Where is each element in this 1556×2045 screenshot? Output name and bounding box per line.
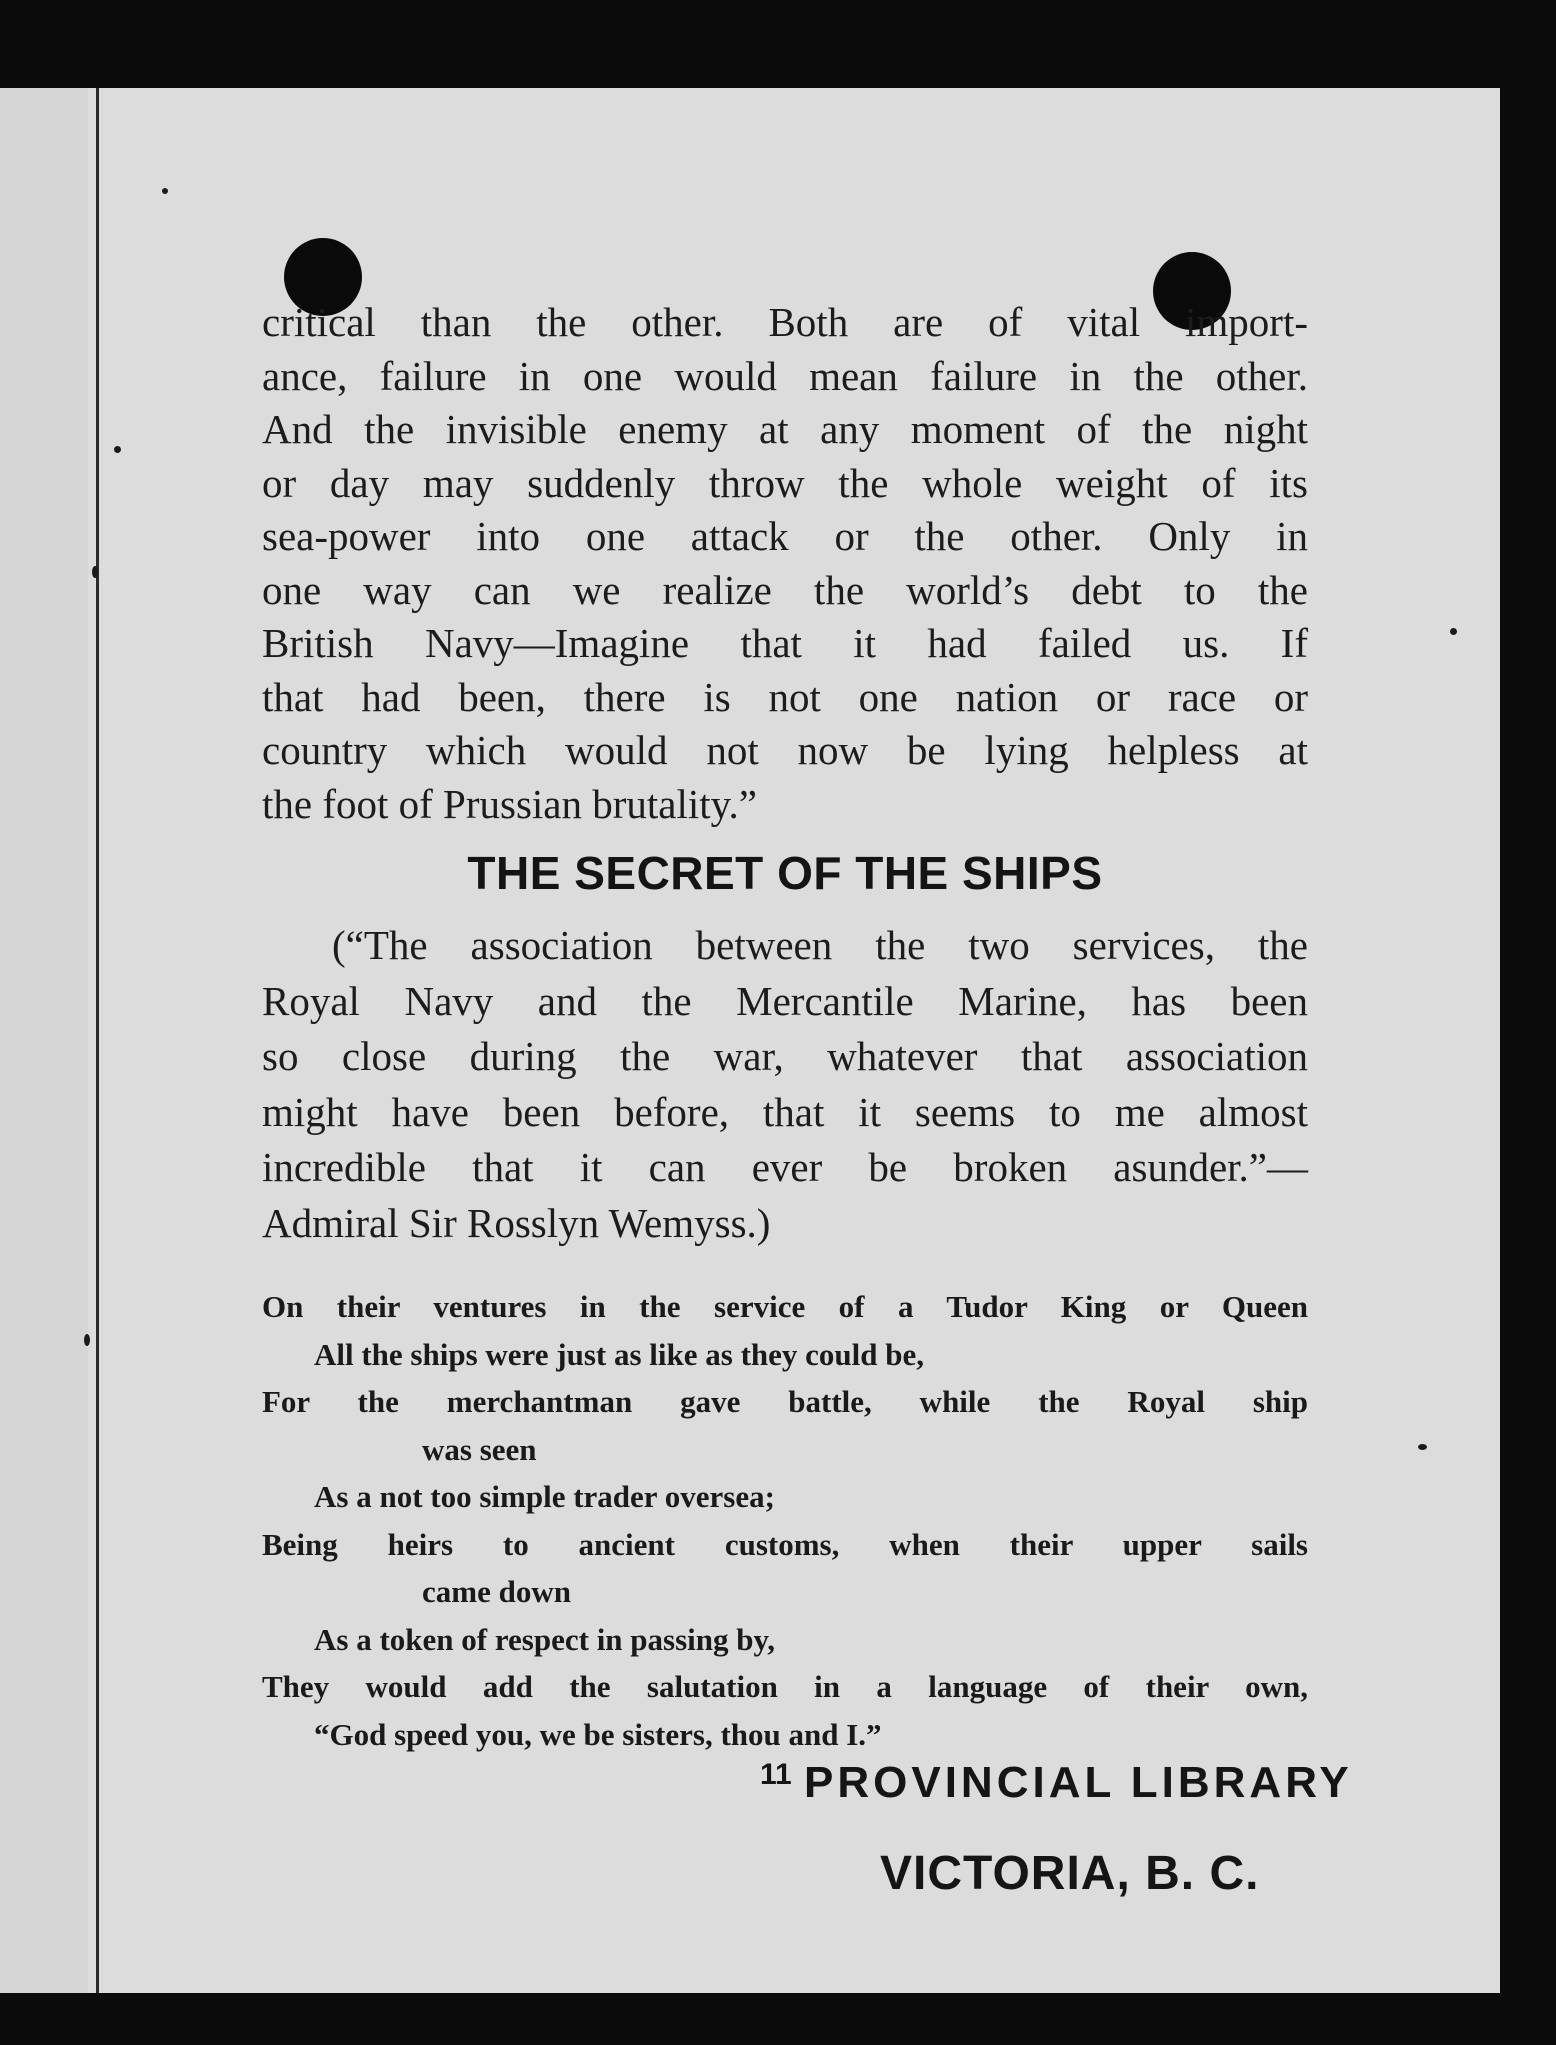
poem-line: They would add the salutation in a language of their own,: [262, 1669, 1308, 1704]
quote-paragraph: [262, 918, 1308, 1251]
text-line: or day may suddenly throw the whole weight of its: [262, 459, 1308, 506]
library-stamp-line2: VICTORIA, B. C.: [880, 1847, 1260, 1900]
ink-speck: [1418, 1444, 1427, 1450]
poem-line: All the ships were just as like as they could be,: [314, 1336, 924, 1372]
text-line: country which would not now be lying helpless at: [262, 727, 1308, 773]
text-line: might have been before, that it seems to me almost: [262, 1088, 1308, 1135]
text-line: incredible that it can ever be broken asunder.”—: [262, 1144, 1308, 1190]
ink-speck: [114, 446, 121, 453]
left-margin: [0, 88, 100, 1993]
poem: [262, 1283, 1308, 1758]
text-line: British Navy—Imagine that it had failed us. If: [262, 620, 1308, 666]
poem-line: On their ventures in the service of a Tudor King or Queen: [262, 1289, 1308, 1324]
page-number: 11: [760, 1758, 792, 1791]
poem-line: came down: [422, 1574, 571, 1609]
text-line: that had been, there is not one nation or race or: [262, 673, 1308, 720]
ink-speck: [162, 188, 168, 194]
poem-line: “God speed you, we be sisters, thou and I.”: [314, 1716, 882, 1752]
poem-line: was seen: [422, 1431, 537, 1467]
text-line: (“The association between the two services, the: [332, 922, 1308, 968]
text-line: Admiral Sir Rosslyn Wemyss.): [262, 1199, 771, 1246]
poem-line: As a not too simple trader oversea;: [314, 1479, 775, 1514]
poem-line: As a token of respect in passing by,: [314, 1621, 776, 1657]
fold-line: [96, 88, 99, 1993]
text-line: ance, failure in one would mean failure in the other.: [262, 352, 1308, 399]
ink-speck: [1450, 628, 1457, 635]
section-heading: THE SECRET OF THE SHIPS: [467, 847, 1103, 899]
text-line: Royal Navy and the Mercantile Marine, has been: [262, 977, 1308, 1024]
text-line: one way can we realize the world’s debt to the: [262, 566, 1308, 613]
ink-speck: [84, 1334, 90, 1346]
text-line: critical than the other. Both are of vital import-: [262, 299, 1308, 345]
paragraph-continuation: [262, 296, 1308, 831]
poem-line: Being heirs to ancient customs, when their upper sails: [262, 1526, 1308, 1562]
text-line: And the invisible enemy at any moment of the night: [262, 406, 1308, 452]
library-stamp-line1: PROVINCIAL LIBRARY: [804, 1758, 1353, 1807]
text-line: the foot of Prussian brutality.”: [262, 780, 757, 827]
ink-speck: [92, 566, 98, 578]
text-line: sea-power into one attack or the other. Only in: [262, 513, 1308, 559]
text-line: so close during the war, whatever that association: [262, 1033, 1308, 1079]
poem-line: For the merchantman gave battle, while the Royal ship: [262, 1384, 1308, 1419]
